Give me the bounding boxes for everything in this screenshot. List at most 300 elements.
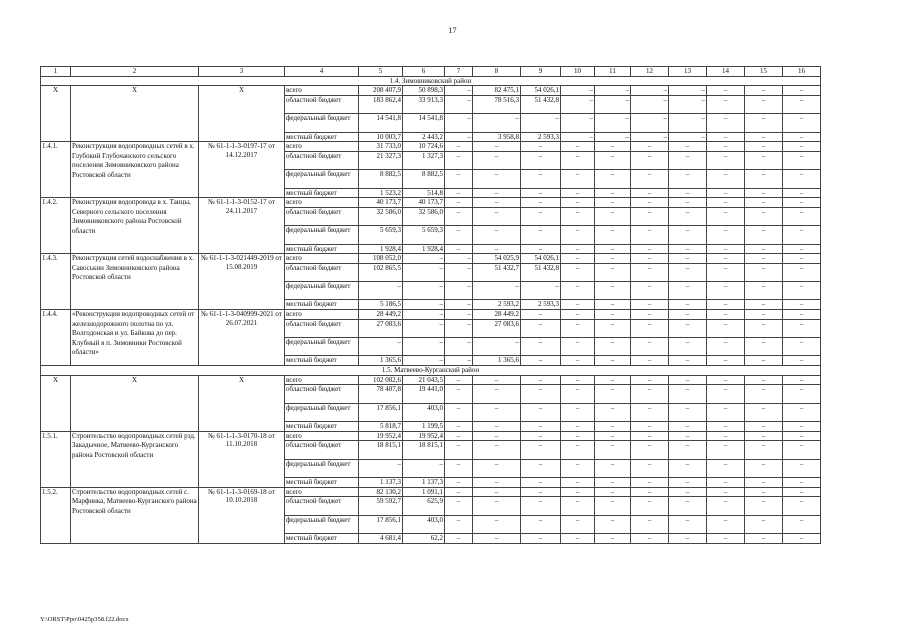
value-cell: –: [631, 431, 669, 441]
value-cell: –: [707, 244, 745, 254]
value-cell: –: [403, 282, 445, 300]
value-cell: –: [561, 300, 595, 310]
value-cell: –: [631, 533, 669, 543]
value-cell: –: [521, 142, 561, 152]
value-cell: –: [631, 487, 669, 497]
budget-type: областной бюджет: [285, 319, 359, 337]
value-cell: –: [561, 86, 595, 96]
value-cell: –: [669, 263, 707, 281]
value-cell: –: [783, 263, 821, 281]
value-cell: –: [561, 151, 595, 169]
value-cell: 18 815,1: [359, 441, 403, 459]
value-cell: –: [669, 441, 707, 459]
row-marker: Х: [41, 375, 71, 431]
value-cell: –: [521, 497, 561, 515]
value-cell: –: [561, 170, 595, 188]
value-cell: –: [445, 244, 473, 254]
value-cell: –: [595, 459, 631, 477]
value-cell: –: [595, 95, 631, 113]
value-cell: –: [631, 515, 669, 533]
value-cell: –: [745, 244, 783, 254]
value-cell: –: [783, 114, 821, 132]
value-cell: –: [669, 132, 707, 142]
column-number: 5: [359, 67, 403, 77]
value-cell: 1 365,6: [359, 356, 403, 366]
value-cell: –: [403, 319, 445, 337]
value-cell: –: [595, 533, 631, 543]
value-cell: –: [359, 338, 403, 356]
value-cell: –: [707, 226, 745, 244]
value-cell: –: [631, 319, 669, 337]
value-cell: –: [445, 403, 473, 421]
value-cell: –: [669, 244, 707, 254]
value-cell: –: [595, 422, 631, 432]
value-cell: –: [631, 254, 669, 264]
value-cell: –: [783, 441, 821, 459]
value-cell: –: [631, 459, 669, 477]
value-cell: –: [631, 385, 669, 403]
value-cell: 10 724,6: [403, 142, 445, 152]
value-cell: –: [561, 254, 595, 264]
value-cell: –: [783, 338, 821, 356]
budget-type: всего: [285, 375, 359, 385]
item-name: Строительство водопроводных сетей рзд. Закадычное, Матвеево-Курганского района Ростовской области: [71, 431, 199, 487]
value-cell: –: [631, 356, 669, 366]
value-cell: –: [669, 188, 707, 198]
value-cell: –: [707, 114, 745, 132]
value-cell: –: [445, 477, 473, 487]
value-cell: –: [707, 375, 745, 385]
value-cell: 28 449,2: [359, 310, 403, 320]
value-cell: –: [745, 198, 783, 208]
value-cell: –: [783, 515, 821, 533]
value-cell: –: [473, 207, 521, 225]
value-cell: –: [669, 497, 707, 515]
value-cell: –: [561, 356, 595, 366]
value-cell: –: [707, 142, 745, 152]
value-cell: 27 083,6: [473, 319, 521, 337]
value-cell: 8 882,5: [359, 170, 403, 188]
budget-type: областной бюджет: [285, 95, 359, 113]
value-cell: –: [445, 533, 473, 543]
value-cell: –: [783, 497, 821, 515]
value-cell: 1 928,4: [359, 244, 403, 254]
value-cell: –: [745, 95, 783, 113]
value-cell: –: [595, 375, 631, 385]
budget-type: местный бюджет: [285, 188, 359, 198]
value-cell: –: [561, 244, 595, 254]
value-cell: –: [473, 226, 521, 244]
value-cell: 82 475,1: [473, 86, 521, 96]
value-cell: 102 865,5: [359, 263, 403, 281]
budget-type: местный бюджет: [285, 300, 359, 310]
column-number: 1: [41, 67, 71, 77]
table-row: [41, 431, 821, 441]
column-number: 16: [783, 67, 821, 77]
value-cell: –: [359, 282, 403, 300]
value-cell: –: [745, 86, 783, 96]
value-cell: 1 137,3: [359, 477, 403, 487]
value-cell: 1 199,5: [403, 422, 445, 432]
row-marker: Х: [199, 375, 285, 431]
budget-type: федеральный бюджет: [285, 282, 359, 300]
budget-type: местный бюджет: [285, 244, 359, 254]
item-number: 1.4.1.: [41, 142, 71, 198]
value-cell: –: [745, 533, 783, 543]
value-cell: –: [521, 487, 561, 497]
value-cell: –: [631, 114, 669, 132]
value-cell: 40 173,7: [403, 198, 445, 208]
value-cell: –: [783, 132, 821, 142]
value-cell: –: [783, 375, 821, 385]
value-cell: –: [631, 282, 669, 300]
value-cell: –: [561, 207, 595, 225]
value-cell: –: [561, 114, 595, 132]
column-number: 8: [473, 67, 521, 77]
value-cell: –: [403, 254, 445, 264]
row-marker: Х: [199, 86, 285, 142]
value-cell: 2 443,2: [403, 132, 445, 142]
value-cell: –: [631, 441, 669, 459]
value-cell: –: [745, 487, 783, 497]
value-cell: 1 365,6: [473, 356, 521, 366]
value-cell: –: [783, 142, 821, 152]
value-cell: –: [445, 254, 473, 264]
value-cell: –: [595, 132, 631, 142]
value-cell: –: [783, 431, 821, 441]
budget-type: федеральный бюджет: [285, 515, 359, 533]
value-cell: 14 541,8: [359, 114, 403, 132]
table-row: [41, 198, 821, 208]
value-cell: 10 003,7: [359, 132, 403, 142]
value-cell: –: [745, 403, 783, 421]
value-cell: –: [631, 142, 669, 152]
value-cell: –: [631, 207, 669, 225]
budget-type: областной бюджет: [285, 497, 359, 515]
value-cell: –: [745, 300, 783, 310]
value-cell: 19 441,0: [403, 385, 445, 403]
value-cell: –: [669, 300, 707, 310]
table-row: [41, 310, 821, 320]
value-cell: –: [745, 441, 783, 459]
value-cell: –: [521, 375, 561, 385]
budget-type: федеральный бюджет: [285, 170, 359, 188]
value-cell: –: [561, 132, 595, 142]
value-cell: –: [561, 497, 595, 515]
value-cell: –: [669, 515, 707, 533]
value-cell: –: [595, 319, 631, 337]
value-cell: –: [669, 338, 707, 356]
column-number: 11: [595, 67, 631, 77]
value-cell: 62,2: [403, 533, 445, 543]
value-cell: –: [595, 403, 631, 421]
value-cell: –: [473, 515, 521, 533]
value-cell: –: [745, 497, 783, 515]
value-cell: –: [669, 95, 707, 113]
value-cell: 208 407,9: [359, 86, 403, 96]
value-cell: –: [669, 170, 707, 188]
value-cell: –: [473, 142, 521, 152]
value-cell: 54 026,1: [521, 86, 561, 96]
value-cell: –: [521, 338, 561, 356]
value-cell: –: [707, 497, 745, 515]
value-cell: –: [403, 300, 445, 310]
value-cell: –: [669, 431, 707, 441]
value-cell: –: [445, 431, 473, 441]
value-cell: –: [473, 282, 521, 300]
value-cell: –: [595, 385, 631, 403]
value-cell: –: [473, 533, 521, 543]
value-cell: –: [473, 477, 521, 487]
value-cell: –: [669, 226, 707, 244]
table-row: [41, 487, 821, 497]
value-cell: –: [631, 403, 669, 421]
value-cell: –: [745, 459, 783, 477]
value-cell: –: [595, 263, 631, 281]
value-cell: –: [521, 477, 561, 487]
table-row: [41, 76, 821, 86]
value-cell: –: [783, 207, 821, 225]
value-cell: –: [783, 151, 821, 169]
value-cell: 17 856,1: [359, 403, 403, 421]
value-cell: 3 958,8: [473, 132, 521, 142]
value-cell: –: [445, 356, 473, 366]
value-cell: –: [631, 422, 669, 432]
value-cell: –: [445, 114, 473, 132]
value-cell: –: [595, 356, 631, 366]
value-cell: 108 052,0: [359, 254, 403, 264]
value-cell: –: [521, 170, 561, 188]
value-cell: 8 882,5: [403, 170, 445, 188]
value-cell: 50 898,3: [403, 86, 445, 96]
value-cell: –: [445, 207, 473, 225]
value-cell: –: [521, 114, 561, 132]
value-cell: –: [669, 459, 707, 477]
value-cell: –: [445, 142, 473, 152]
value-cell: –: [445, 385, 473, 403]
value-cell: –: [473, 403, 521, 421]
budget-type: федеральный бюджет: [285, 459, 359, 477]
value-cell: –: [561, 338, 595, 356]
value-cell: –: [745, 170, 783, 188]
value-cell: –: [707, 403, 745, 421]
table-row: [41, 254, 821, 264]
item-name: Строительство водопроводных сетей с. Марфинка, Матвеево-Курганского района Ростовской области: [71, 487, 199, 543]
value-cell: –: [521, 385, 561, 403]
value-cell: –: [707, 207, 745, 225]
value-cell: –: [707, 356, 745, 366]
budget-type: всего: [285, 198, 359, 208]
item-name: Реконструкция водопроводных сетей в х. Глубокий Глубочанского сельского поселения Зимовниковского района Ростовской области: [71, 142, 199, 198]
value-cell: 403,0: [403, 403, 445, 421]
value-cell: –: [631, 310, 669, 320]
item-number: 1.4.4.: [41, 310, 71, 366]
value-cell: –: [561, 375, 595, 385]
value-cell: –: [745, 422, 783, 432]
section-title: 1.4. Зимовниковский район: [41, 76, 821, 86]
value-cell: –: [783, 86, 821, 96]
value-cell: –: [445, 375, 473, 385]
value-cell: –: [595, 226, 631, 244]
value-cell: –: [631, 477, 669, 487]
value-cell: 28 449,2: [473, 310, 521, 320]
value-cell: –: [745, 132, 783, 142]
value-cell: –: [521, 515, 561, 533]
value-cell: –: [745, 151, 783, 169]
value-cell: –: [707, 459, 745, 477]
value-cell: –: [669, 422, 707, 432]
value-cell: –: [561, 533, 595, 543]
item-document: № 61-1-1-3-0197-17 от 14.12.2017: [199, 142, 285, 198]
value-cell: 40 173,7: [359, 198, 403, 208]
value-cell: 14 541,8: [403, 114, 445, 132]
value-cell: –: [595, 515, 631, 533]
value-cell: –: [473, 487, 521, 497]
value-cell: –: [561, 188, 595, 198]
value-cell: 102 082,6: [359, 375, 403, 385]
item-document: № 61-1-1-3-021449-2019 от 15.08.2019: [199, 254, 285, 310]
budget-type: областной бюджет: [285, 151, 359, 169]
item-document: № 61-1-1-3-040999-2021 от 26.07.2021: [199, 310, 285, 366]
value-cell: –: [745, 142, 783, 152]
value-cell: 1 137,3: [403, 477, 445, 487]
budget-type: федеральный бюджет: [285, 114, 359, 132]
column-number: 13: [669, 67, 707, 77]
value-cell: 2 593,2: [473, 300, 521, 310]
value-cell: –: [707, 188, 745, 198]
item-name: Реконструкция сетей водоснабжения в х. Савоськин Зимовниковского района Ростовской области: [71, 254, 199, 310]
value-cell: –: [745, 310, 783, 320]
budget-type: областной бюджет: [285, 385, 359, 403]
value-cell: –: [473, 244, 521, 254]
budget-type: всего: [285, 142, 359, 152]
value-cell: 21 043,5: [403, 375, 445, 385]
column-number: 6: [403, 67, 445, 77]
value-cell: –: [595, 487, 631, 497]
value-cell: 32 586,0: [403, 207, 445, 225]
value-cell: 5 186,5: [359, 300, 403, 310]
value-cell: 54 025,9: [473, 254, 521, 264]
value-cell: –: [631, 226, 669, 244]
value-cell: –: [445, 188, 473, 198]
value-cell: –: [783, 403, 821, 421]
value-cell: –: [561, 226, 595, 244]
value-cell: –: [403, 459, 445, 477]
value-cell: –: [745, 356, 783, 366]
value-cell: –: [561, 310, 595, 320]
value-cell: –: [707, 170, 745, 188]
budget-type: местный бюджет: [285, 533, 359, 543]
value-cell: –: [783, 356, 821, 366]
table-row: [41, 67, 821, 77]
value-cell: –: [445, 282, 473, 300]
value-cell: –: [631, 244, 669, 254]
value-cell: –: [473, 114, 521, 132]
value-cell: –: [631, 86, 669, 96]
value-cell: –: [473, 188, 521, 198]
value-cell: –: [631, 132, 669, 142]
value-cell: 1 523,2: [359, 188, 403, 198]
value-cell: –: [707, 487, 745, 497]
value-cell: –: [669, 487, 707, 497]
column-number: 3: [199, 67, 285, 77]
value-cell: –: [521, 198, 561, 208]
value-cell: –: [783, 319, 821, 337]
value-cell: 5 818,7: [359, 422, 403, 432]
column-number: 2: [71, 67, 199, 77]
value-cell: –: [403, 263, 445, 281]
value-cell: –: [445, 319, 473, 337]
budget-type: федеральный бюджет: [285, 403, 359, 421]
value-cell: –: [521, 282, 561, 300]
value-cell: –: [595, 151, 631, 169]
value-cell: 1 928,4: [403, 244, 445, 254]
value-cell: 27 083,6: [359, 319, 403, 337]
column-number: 7: [445, 67, 473, 77]
budget-type: всего: [285, 487, 359, 497]
item-number: 1.4.2.: [41, 198, 71, 254]
file-path-footer: Y:\ORST\Ppo\0425p358.f22.docx: [40, 616, 129, 623]
value-cell: –: [707, 151, 745, 169]
value-cell: –: [631, 263, 669, 281]
value-cell: –: [403, 338, 445, 356]
value-cell: –: [707, 282, 745, 300]
value-cell: –: [631, 198, 669, 208]
value-cell: –: [521, 533, 561, 543]
value-cell: –: [561, 515, 595, 533]
value-cell: –: [707, 310, 745, 320]
column-number: 14: [707, 67, 745, 77]
budget-type: федеральный бюджет: [285, 338, 359, 356]
value-cell: –: [595, 282, 631, 300]
value-cell: –: [445, 300, 473, 310]
budget-type: областной бюджет: [285, 263, 359, 281]
value-cell: –: [669, 198, 707, 208]
value-cell: –: [359, 459, 403, 477]
value-cell: –: [745, 385, 783, 403]
value-cell: –: [595, 477, 631, 487]
value-cell: –: [561, 487, 595, 497]
value-cell: 33 913,3: [403, 95, 445, 113]
value-cell: 18 815,1: [403, 441, 445, 459]
value-cell: –: [669, 254, 707, 264]
value-cell: –: [561, 385, 595, 403]
value-cell: –: [595, 188, 631, 198]
budget-type: местный бюджет: [285, 356, 359, 366]
table-row: [41, 366, 821, 376]
value-cell: –: [631, 151, 669, 169]
value-cell: –: [595, 441, 631, 459]
value-cell: –: [561, 198, 595, 208]
value-cell: –: [783, 170, 821, 188]
value-cell: –: [521, 319, 561, 337]
value-cell: –: [561, 441, 595, 459]
value-cell: –: [445, 310, 473, 320]
value-cell: –: [783, 188, 821, 198]
value-cell: 21 327,3: [359, 151, 403, 169]
item-document: № 61-1-1-3-0169-18 от 10.10.2018: [199, 487, 285, 543]
value-cell: –: [707, 515, 745, 533]
value-cell: –: [669, 310, 707, 320]
value-cell: –: [445, 515, 473, 533]
value-cell: –: [473, 422, 521, 432]
value-cell: –: [745, 319, 783, 337]
value-cell: –: [783, 254, 821, 264]
value-cell: –: [561, 477, 595, 487]
value-cell: –: [783, 310, 821, 320]
value-cell: –: [707, 198, 745, 208]
financing-table: [40, 66, 821, 544]
